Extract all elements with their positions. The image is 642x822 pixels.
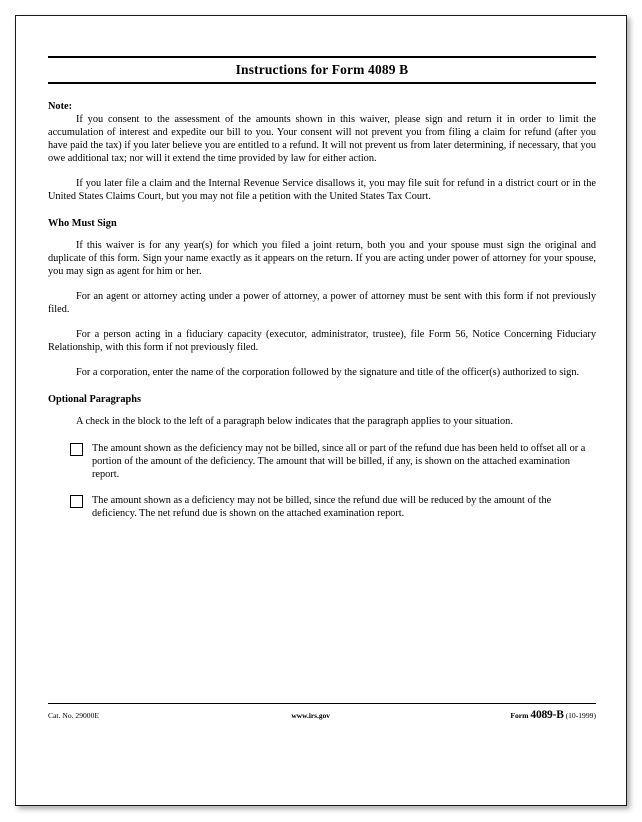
form-number: 4089-B [530,709,564,721]
who-must-sign-paragraph-2: For an agent or attorney acting under a power of attorney, a power of attorney must be sent with this form if not previously filed. [48,291,596,316]
catalog-number: Cat. No. 29000E [48,711,100,720]
document-footer [48,703,596,721]
page-title: Instructions for Form 4089 B [235,62,409,77]
document-masthead [48,56,596,84]
document-body [48,100,596,520]
form-revision-date: (10-1999) [565,711,596,720]
optional-paragraphs-intro: A check in the block to the left of a paragraph below indicates that the paragraph applies to your situation. [76,416,513,428]
page-content-area [48,16,596,807]
footer-row [48,704,596,721]
who-must-sign-paragraph-1: If this waiver is for any year(s) for which you filed a joint return, both you and your spouse must sign the original and duplicate of this form. Sign your name exactly as it appears on the return. If you are acting under power of attorney for your spouse, you may sign as agent for him or her. [48,240,596,278]
optional-paragraph-1-text: The amount shown as the deficiency may not be billed, since all or part of the refund due has been held to offset all or a portion of the amount of the deficiency. The amount that will be billed, if any, is shown on the attached examination report. [92,443,586,481]
section-heading-optional-paragraphs: Optional Paragraphs [48,394,141,406]
form-identifier [510,709,596,721]
who-must-sign-paragraph-3: For a person acting in a fiduciary capacity (executor, administrator, trustee), file Form 56, Notice Concerning Fiduciary Relationship, with this form if not previously filed. [48,329,596,354]
note-paragraph-2: If you later file a claim and the Internal Revenue Service disallows it, you may file suit for refund in a district court or in the United States Claims Court, but you may not file a petition with the United States Tax Court. [48,178,596,203]
section-heading-note: Note: [48,101,73,112]
section-heading-who-must-sign: Who Must Sign [48,218,117,230]
note-paragraph-1: If you consent to the assessment of the amounts shown in this waiver, please sign and return it in order to limit the accumulation of interest and expedite our bill to you. Your consent will not prevent you from filing a claim for refund (after you have paid the tax) if you later believe you are entitled to a refund. It will not prevent us from later determining, if necessary, that you owe additional tax; nor will it extend the time provided by law for either action. [48,114,596,165]
optional-paragraph-2-text: The amount shown as a deficiency may not be billed, since the refund due will be reduced by the amount of the deficiency. The net refund due is shown on the attached examination report. [92,495,552,520]
checkbox-optional-paragraph-1[interactable] [70,443,83,456]
checkbox-optional-paragraph-2[interactable] [70,495,83,508]
optional-paragraph-item-2[interactable] [48,494,596,520]
optional-paragraph-item-1[interactable] [48,442,596,481]
form-label: Form [510,711,529,720]
masthead-rule-bottom [48,82,596,84]
page-sheet [15,15,627,806]
who-must-sign-paragraph-4: For a corporation, enter the name of the corporation followed by the signature and title of the officer(s) authorized to sign. [76,367,580,379]
irs-website-link[interactable]: www.irs.gov [291,711,330,720]
